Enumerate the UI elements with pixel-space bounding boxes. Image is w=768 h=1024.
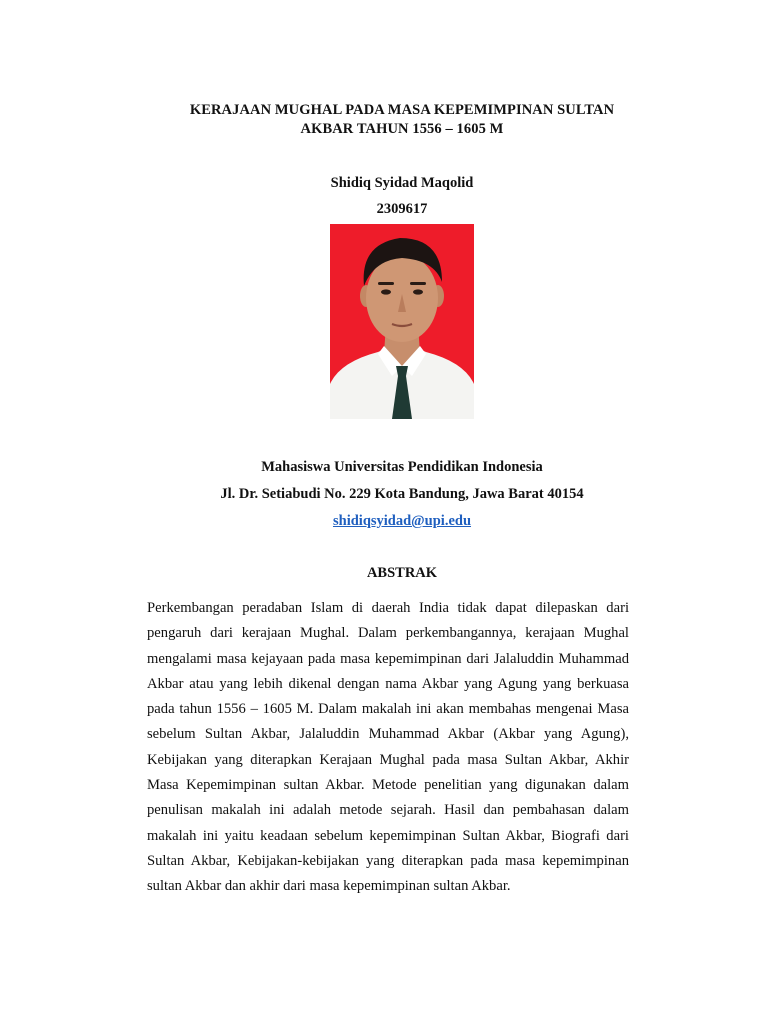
abstract-paragraph: Perkembangan peradaban Islam di daerah India tidak dapat dilepaskan dari pengaruh dari kerajaan Mughal. Dalam perkembangannya, kerajaan Mughal mengalami masa kejayaan pada masa kepemimpinan dari Jalaluddin Muhammad Akbar atau yang lebih dikenal dengan nama Akbar yang Agung yang berkuasa pada tahun 1556 – 1605 M. Dalam makalah ini akan membahas mengenai Masa sebelum Sultan Akbar, Jalaluddin Muhammad Akbar (Akbar yang Agung), Kebijakan yang diterapkan Kerajaan Mughal pada masa Sultan Akbar, Akhir Masa Kepemimpinan sultan Akbar. Metode penelitian yang digunakan dalam penulisan makalah ini adalah metode sejarah. Hasil dan pembahasan dalam makalah ini yaitu keadaan sebelum kepemimpinan Sultan Akbar, Biografi dari Sultan Akbar, Kebijakan-kebijakan yang diterapkan pada masa kepemimpinan sultan Akbar dan akhir dari masa kepemimpinan sultan Akbar. [147,600,629,895]
abstract-heading: ABSTRAK [366,565,438,581]
title-line-2: AKBAR TAHUN 1556 – 1605 M [300,121,504,137]
author-name: Shidiq Syidad Maqolid [330,175,474,191]
email-link[interactable]: shidiqsyidad@upi.edu [332,513,472,529]
paper-title [100,101,704,139]
author-photo [330,224,474,419]
title-line-1: KERAJAAN MUGHAL PADA MASA KEPEMIMPINAN SULTAN [189,102,615,118]
affiliation: Mahasiswa Universitas Pendidikan Indonesia [261,459,543,475]
student-id: 2309617 [376,201,428,217]
address: Jl. Dr. Setiabudi No. 229 Kota Bandung, Jawa Barat 40154 [220,486,584,502]
